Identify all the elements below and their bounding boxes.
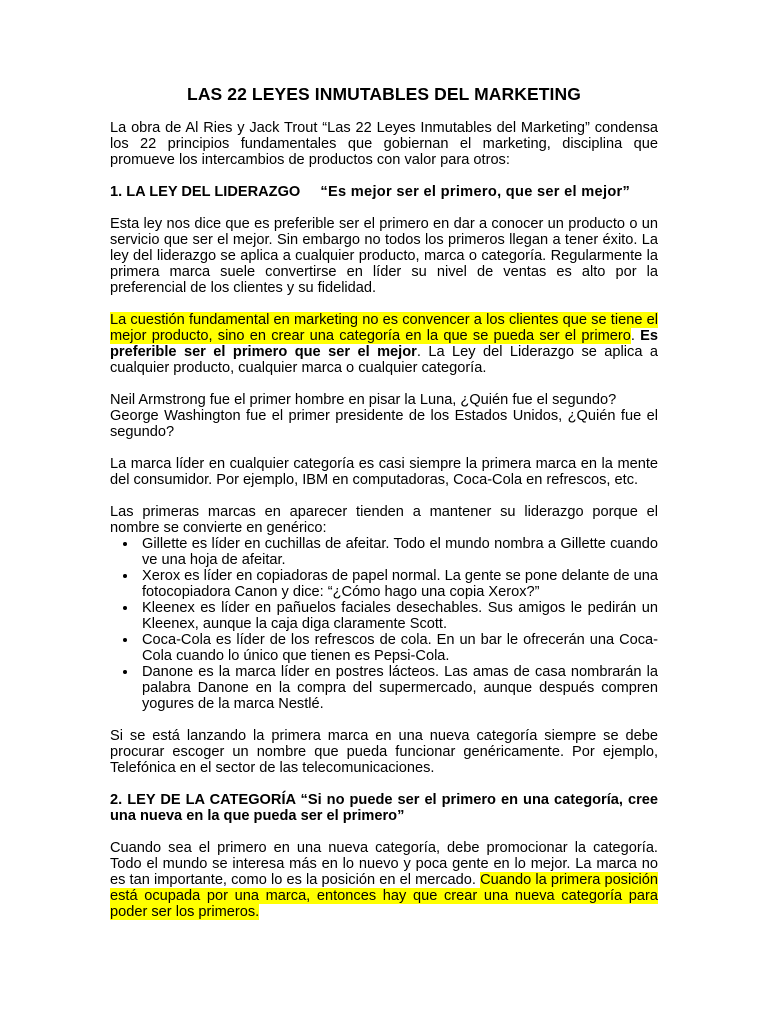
law-2-paragraph-1: [110, 840, 658, 920]
armstrong-line: Neil Armstrong fue el primer hombre en pisar la Luna, ¿Quién fue el segundo?: [110, 392, 617, 408]
law-1-paragraph-1: Esta ley nos dice que es preferible ser el primero en dar a conocer un producto o un servicio que ser el mejor. Sin embargo no todos los primeros llegan a tener éxito. La ley del liderazgo se aplica a cualquier producto, marca o categoría. Regularmente la primera marca suele convertirse en líder su nivel de ventas es alto por la preferencial de los clientes y su fidelidad.: [110, 216, 658, 296]
paragraph-rest: . La Ley del Liderazgo se aplica a cualquier producto, cualquier marca o cualquier categoría.: [110, 344, 659, 376]
law-1-heading: [110, 184, 658, 200]
law-2-heading: [110, 792, 658, 824]
law-1-paragraph-2: [110, 312, 658, 376]
law-1-paragraph-6: Si se está lanzando la primera marca en una nueva categoría siempre se debe procurar escoger un nombre que pueda funcionar genéricamente. Por ejemplo, Telefónica en el sector de las telecomunicaciones.: [110, 728, 658, 776]
intro-paragraph: La obra de Al Ries y Jack Trout “Las 22 Leyes Inmutables del Marketing” condensa los 22 principios fundamentales que gobiernan el marketing, disciplina que promueve los intercambios de productos con valor para otros:: [110, 120, 658, 168]
document-title: LAS 22 LEYES INMUTABLES DEL MARKETING: [187, 84, 581, 104]
highlighted-text: Cuando la primera posición está ocupada por una marca, entonces hay que crear una nueva categoría para poder ser los primeros.: [110, 872, 658, 920]
law-2-quote: “Si no puede ser el primero en una categoría, cree una nueva en la que pueda ser el primero”: [110, 792, 659, 824]
list-item: • Danone es la marca líder en postres lácteos. Las amas de casa nombrarán la palabra Danone en la compra del supermercado, aunque después compren yogures de la marca Nestlé.: [138, 664, 658, 712]
law-1-paragraph-4: La marca líder en cualquier categoría es casi siempre la primera marca en la mente del consumidor. Por ejemplo, IBM en computadoras, Coca-Cola en refrescos, etc.: [110, 456, 658, 488]
paragraph-text: Cuando sea el primero en una nueva categoría, debe promocionar la categoría. Todo el mundo se interesa más en lo nuevo y poca gente en lo mejor. La marca no es tan importante, como lo es la posición en el mercado.: [110, 840, 658, 888]
list-item: • Coca-Cola es líder de los refrescos de cola. En un bar le ofrecerán una Coca-Cola cuando lo único que tienen es Pepsi-Cola.: [138, 632, 658, 664]
list-item: • Gillette es líder en cuchillas de afeitar. Todo el mundo nombra a Gillette cuando ve una hoja de afeitar.: [138, 536, 658, 568]
law-1-title: 1. LA LEY DEL LIDERAZGO: [110, 184, 301, 200]
list-item: • Kleenex es líder en pañuelos faciales desechables. Sus amigos le pedirán un Kleenex, aunque la caja diga claramente Scott.: [138, 600, 658, 632]
law-1-paragraph-3: [110, 392, 658, 440]
list-item: • Xerox es líder en copiadoras de papel normal. La gente se pone delante de una fotocopiadora Canon y dice: “¿Cómo hago una copia Xerox?”: [138, 568, 658, 600]
law-1-paragraph-5: Las primeras marcas en aparecer tienden a mantener su liderazgo porque el nombre se convierte en genérico:: [110, 504, 658, 536]
highlighted-text: La cuestión fundamental en marketing no es convencer a los clientes que se tiene el mejor producto, sino en crear una categoría en la que se pueda ser el primero: [110, 312, 658, 344]
brand-examples-list: [110, 536, 658, 712]
law-2-title: 2. LEY DE LA CATEGORÍA: [110, 792, 296, 808]
law-1-quote: “Es mejor ser el primero, que ser el mejor”: [320, 184, 631, 200]
period: .: [630, 328, 635, 344]
bold-text: Es preferible ser el primero que ser el mejor: [110, 328, 658, 360]
washington-line: George Washington fue el primer presidente de los Estados Unidos, ¿Quién fue el segundo?: [110, 408, 658, 440]
